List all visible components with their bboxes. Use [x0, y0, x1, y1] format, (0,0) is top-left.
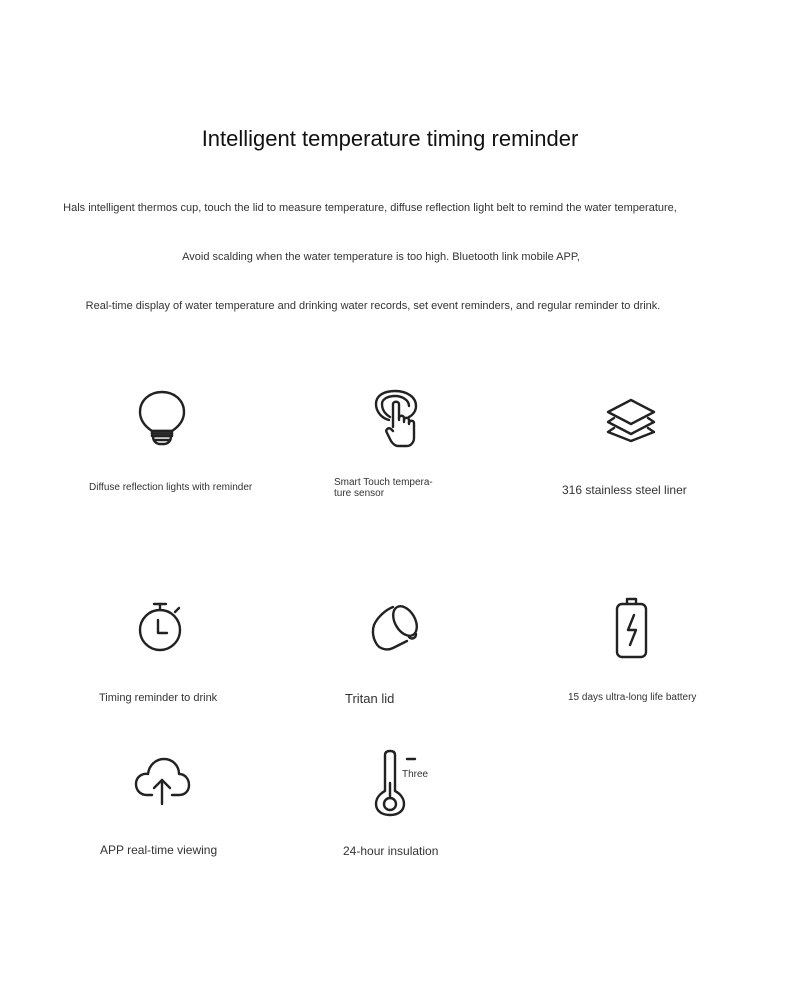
- lid-icon: [360, 594, 430, 664]
- battery-icon: [596, 594, 666, 664]
- feature-label-touch-line-2: ture sensor: [334, 488, 385, 499]
- feature-label-lid: Tritan lid: [345, 691, 395, 706]
- feature-label-liner: 316 stainless steel liner: [562, 483, 687, 497]
- feature-label-app: APP real-time viewing: [100, 843, 218, 857]
- thermometer-icon: [356, 747, 429, 817]
- stopwatch-icon: [126, 594, 196, 664]
- feature-label-timing: Timing reminder to drink: [99, 692, 218, 704]
- lightbulb-icon: [127, 384, 197, 454]
- feature-label-insulation: 24-hour insulation: [343, 844, 439, 858]
- feature-label-touch-line-1: Smart Touch tempera-: [334, 477, 433, 488]
- description-line-3: Real-time display of water temperature and drinking water records, set event reminders, and regular reminder to drink.: [85, 300, 661, 312]
- feature-label-battery: 15 days ultra-long life battery: [568, 692, 697, 703]
- layers-icon: [596, 384, 666, 454]
- cloud-upload-icon: [127, 747, 197, 817]
- page-title: Intelligent temperature timing reminder: [201, 126, 579, 151]
- touch-hand-icon: [361, 384, 431, 454]
- feature-label-lights: Diffuse reflection lights with reminder: [89, 482, 253, 493]
- description-line-2: Avoid scalding when the water temperature is too high. Bluetooth link mobile APP,: [182, 251, 580, 263]
- description-line-1: Hals intelligent thermos cup, touch the lid to measure temperature, diffuse reflection light belt to remind the water temperature,: [63, 202, 677, 214]
- thermometer-text: Three: [402, 769, 429, 780]
